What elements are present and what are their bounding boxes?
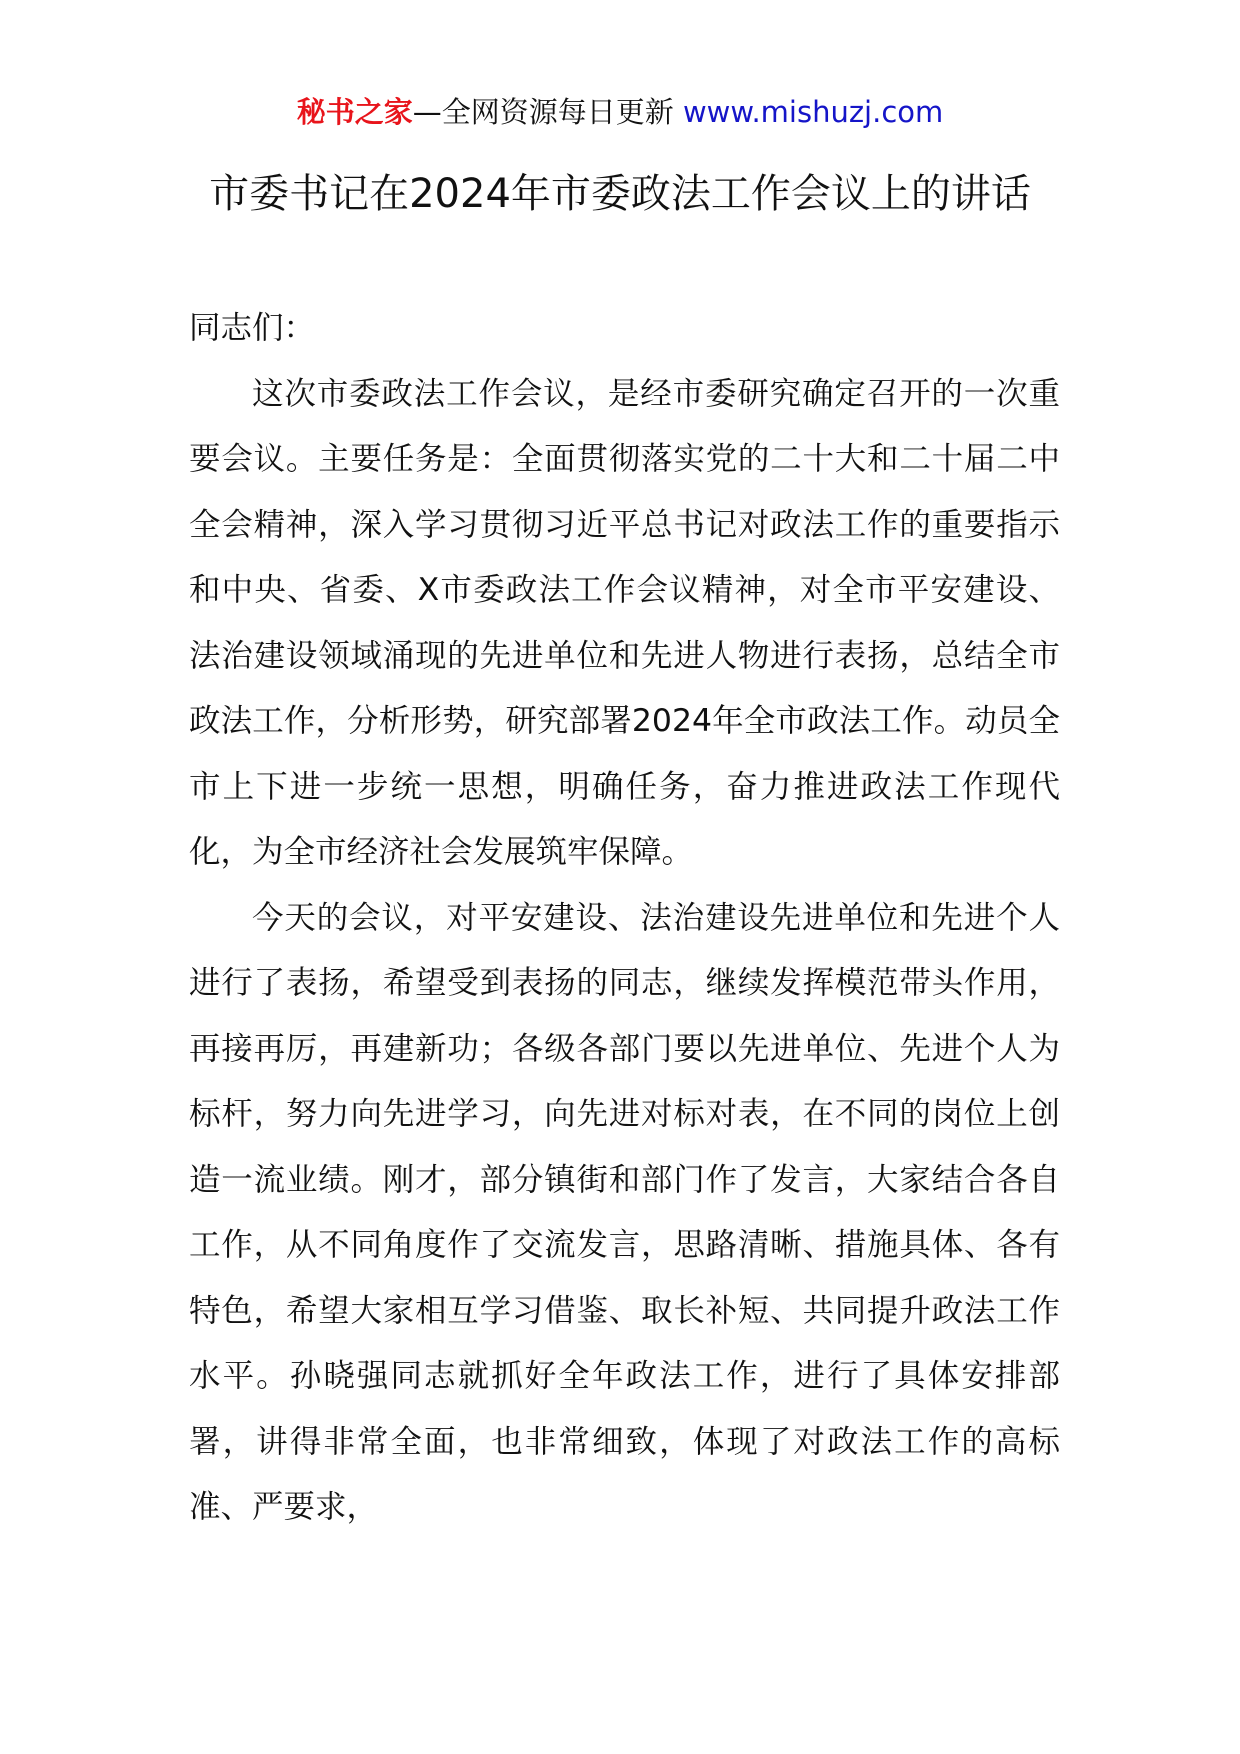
paragraph-2: 今天的会议，对平安建设、法治建设先进单位和先进个人进行了表扬，希望受到表扬的同志，继续发挥模范带头作用，再接再厉，再建新功；各级各部门要以先进单位、先进个人为标杆，努力向先进学习，向先进对标对表，在不同的岗位上创造一流业绩。刚才，部分镇街和部门作了发言，大家结合各自工作，从不同角度作了交流发言，思路清晰、措施具体、各有特色，希望大家相互学习借鉴、取长补短、共同提升政法工作水平。孙晓强同志就抓好全年政法工作，进行了具体安排部署，讲得非常全面，也非常细致，体现了对政法工作的高标准、严要求， bbox=[189, 899, 1060, 1525]
salutation: 同志们： bbox=[189, 310, 316, 346]
header-tagline: —全网资源每日更新 bbox=[412, 95, 674, 129]
document-title: 市委书记在2024年市委政法工作会议上的讲话 bbox=[209, 171, 1031, 217]
website-link[interactable]: www.mishuzj.com bbox=[682, 95, 944, 129]
document-body bbox=[189, 296, 1060, 1541]
page-header bbox=[0, 92, 1240, 132]
brand-name: 秘书之家 bbox=[296, 95, 413, 129]
paragraph-1: 这次市委政法工作会议，是经市委研究确定召开的一次重要会议。主要任务是：全面贯彻落实党的二十大和二十届二中全会精神，深入学习贯彻习近平总书记对政法工作的重要指示和中央、省委、X市委政法工作会议精神，对全市平安建设、法治建设领域涌现的先进单位和先进人物进行表扬，总结全市政法工作，分析形势，研究部署2024年全市政法工作。动员全市上下进一步统一思想，明确任务，奋力推进政法工作现代化，为全市经济社会发展筑牢保障。 bbox=[189, 375, 1060, 870]
